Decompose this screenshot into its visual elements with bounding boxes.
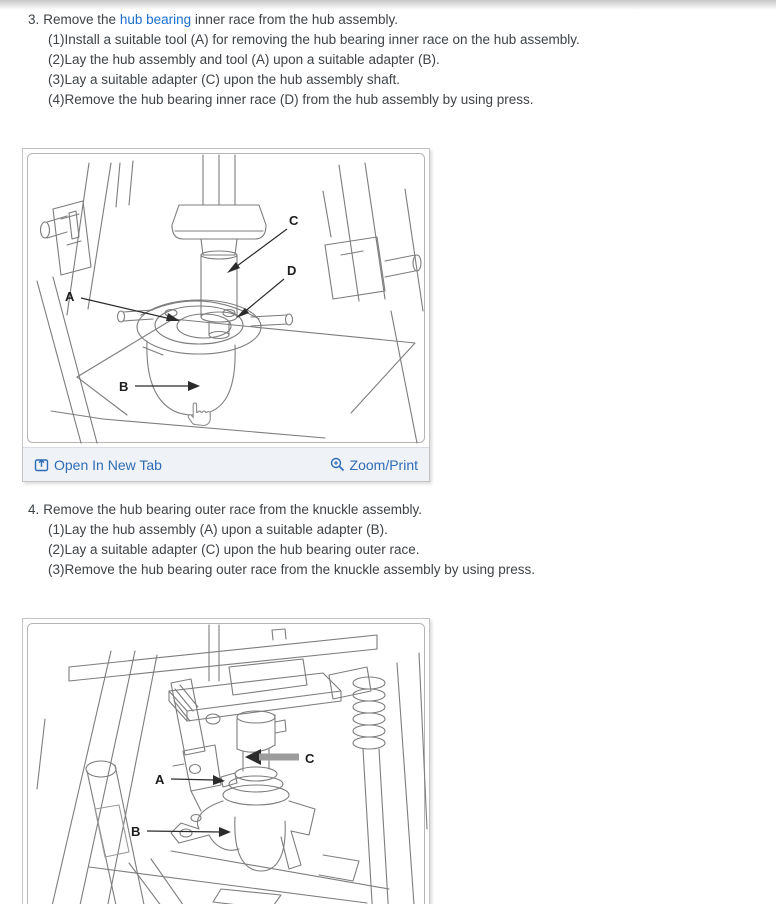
step-3-substep-4: (4)Remove the hub bearing inner race (D) from the hub assembly by using press. <box>48 92 534 107</box>
step-4-text: Remove the hub bearing outer race from the knuckle assembly. <box>43 502 422 517</box>
figure1-image[interactable] <box>23 149 429 447</box>
figure-inner-race-removal <box>22 148 430 482</box>
figure-outer-race-removal <box>22 618 430 904</box>
figure1-callout-d <box>236 263 296 318</box>
hand-pointer-cursor <box>187 399 211 427</box>
step-4-substep-2: (2)Lay a suitable adapter (C) upon the hub bearing outer race. <box>48 542 420 557</box>
step-3-text-before: Remove the <box>43 12 120 27</box>
step-3 <box>28 10 580 110</box>
step-3-substep-2: (2)Lay the hub assembly and tool (A) upon a suitable adapter (B). <box>48 52 440 67</box>
step-4-number: 4. <box>28 502 40 517</box>
step-4-title <box>28 500 535 520</box>
press-diagram-inner-race <box>23 149 429 447</box>
svg-text:D: D <box>287 263 297 278</box>
step-3-text-after: inner race from the hub assembly. <box>191 12 398 27</box>
step-4-substep-3: (3)Remove the hub bearing outer race from the knuckle assembly by using press. <box>48 562 535 577</box>
press-diagram-outer-race <box>23 619 429 904</box>
svg-text:C: C <box>305 751 315 766</box>
zoom-print-button[interactable] <box>330 457 418 473</box>
step-3-number: 3. <box>28 12 40 27</box>
figure2-image[interactable] <box>23 619 429 904</box>
figure1-callout-b <box>119 379 200 394</box>
svg-text:B: B <box>131 824 141 839</box>
step-3-title <box>28 10 580 30</box>
svg-text:B: B <box>119 379 129 394</box>
open-in-new-tab-label: Open In New Tab <box>54 456 162 473</box>
open-in-new-tab-icon <box>34 457 49 472</box>
figure2-callout-b <box>131 824 231 839</box>
magnifier-plus-icon <box>330 457 345 472</box>
svg-text:A: A <box>155 772 165 787</box>
step-3-substep-1: (1)Install a suitable tool (A) for removing the hub bearing inner race on the hub assembly. <box>48 32 580 47</box>
hub-bearing-link[interactable]: hub bearing <box>119 12 192 27</box>
open-in-new-tab-button[interactable] <box>34 457 162 473</box>
svg-text:A: A <box>65 289 75 304</box>
step-4 <box>28 500 535 580</box>
top-shadow <box>0 0 776 10</box>
svg-text:C: C <box>289 213 299 228</box>
figure1-toolbar <box>23 447 429 481</box>
step-4-substep-1: (1)Lay the hub assembly (A) upon a suitable adapter (B). <box>48 522 388 537</box>
zoom-print-label: Zoom/Print <box>349 456 418 473</box>
step-3-substep-3: (3)Lay a suitable adapter (C) upon the hub assembly shaft. <box>48 72 400 87</box>
